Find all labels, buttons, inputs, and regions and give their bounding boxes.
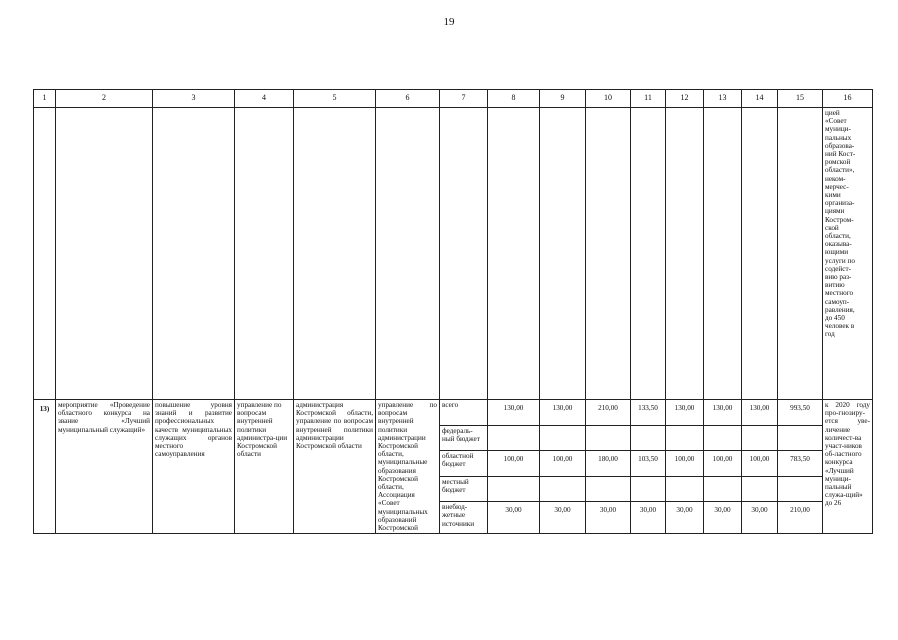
funding-total: 993,50 [778, 400, 823, 426]
funding-source: внебюд-жетные источники [440, 502, 488, 534]
funding-value [488, 476, 540, 502]
funding-value: 100,00 [540, 451, 586, 477]
funding-value: 103,50 [631, 451, 666, 477]
funding-value: 130,00 [666, 400, 704, 426]
funding-total [778, 425, 823, 451]
col-header: 5 [294, 90, 376, 108]
funding-value: 30,00 [631, 502, 666, 534]
funding-value: 100,00 [488, 451, 540, 477]
header-row [34, 90, 873, 108]
program-table [33, 89, 873, 534]
funding-value: 130,00 [488, 400, 540, 426]
item-name: мероприятие «Проведение областного конкурса на звание «Лучший муниципальный служащий» [56, 400, 153, 534]
col-header: 2 [56, 90, 153, 108]
funding-source: местный бюджет [440, 476, 488, 502]
table-row [34, 400, 873, 426]
col-header: 8 [488, 90, 540, 108]
col-header: 12 [666, 90, 704, 108]
funding-value: 100,00 [742, 451, 778, 477]
col-header: 14 [742, 90, 778, 108]
col-header: 6 [376, 90, 440, 108]
funding-value [704, 476, 742, 502]
funding-value [586, 425, 631, 451]
funding-value: 130,00 [540, 400, 586, 426]
page-number: 19 [443, 16, 455, 28]
item-responsible: управление по вопросам внутренней политики администра-ции Костромской области [235, 400, 294, 534]
funding-value: 210,00 [586, 400, 631, 426]
funding-total: 783,50 [778, 451, 823, 477]
funding-value [704, 425, 742, 451]
funding-value: 100,00 [704, 451, 742, 477]
funding-value: 130,00 [704, 400, 742, 426]
funding-value: 130,00 [742, 400, 778, 426]
funding-value: 30,00 [704, 502, 742, 534]
col-header: 11 [631, 90, 666, 108]
funding-value [742, 425, 778, 451]
funding-value [540, 476, 586, 502]
funding-value [586, 476, 631, 502]
col-header: 7 [440, 90, 488, 108]
item-coexecutors: администрация Костромской области, управление по вопросам внутренней политики администрации Костромской области [294, 400, 376, 534]
col-header: 9 [540, 90, 586, 108]
funding-value [488, 425, 540, 451]
item-result: к 2020 году про-гнозиру-ется уве-личение количест-ва участ-ников об-ластного конкурса «Лучший муници-пальный служа-щий» до 26 [823, 400, 873, 534]
funding-total [778, 476, 823, 502]
funding-value: 180,00 [586, 451, 631, 477]
funding-value [540, 425, 586, 451]
funding-source: областной бюджет [440, 451, 488, 477]
col-header: 1 [34, 90, 56, 108]
funding-value: 30,00 [488, 502, 540, 534]
funding-value: 133,50 [631, 400, 666, 426]
funding-value: 30,00 [742, 502, 778, 534]
funding-total: 210,00 [778, 502, 823, 534]
continuation-text: цией «Совет муници- пальных образова- ний Кост- ромской области», неком- мерчес- кими организа- циями Костром- ской области, оказыва- ющими услуги по содейст- вию раз- витию местного самоуп- равления, до 450 человек в год [823, 108, 873, 400]
funding-value [631, 476, 666, 502]
funding-value: 30,00 [586, 502, 631, 534]
funding-value [666, 476, 704, 502]
continuation-row [34, 108, 873, 400]
funding-value: 30,00 [540, 502, 586, 534]
item-participants: управление по вопросам внутренней политики администрации Костромской области, муниципальные образования Костромской области, Ассоциация «Совет муниципальных образований Костромской [376, 400, 440, 534]
funding-value: 30,00 [666, 502, 704, 534]
col-header: 16 [823, 90, 873, 108]
funding-value [666, 425, 704, 451]
funding-source: федераль-ный бюджет [440, 425, 488, 451]
col-header: 4 [235, 90, 294, 108]
col-header: 15 [778, 90, 823, 108]
funding-source: всего [440, 400, 488, 426]
col-header: 10 [586, 90, 631, 108]
funding-value [742, 476, 778, 502]
col-header: 13 [704, 90, 742, 108]
col-header: 3 [153, 90, 235, 108]
item-number: 13) [34, 400, 56, 534]
funding-value [631, 425, 666, 451]
item-goal: повышение уровня знаний и развитие профессиональных качеств муниципальных служащих органов местного самоуправления [153, 400, 235, 534]
funding-value: 100,00 [666, 451, 704, 477]
